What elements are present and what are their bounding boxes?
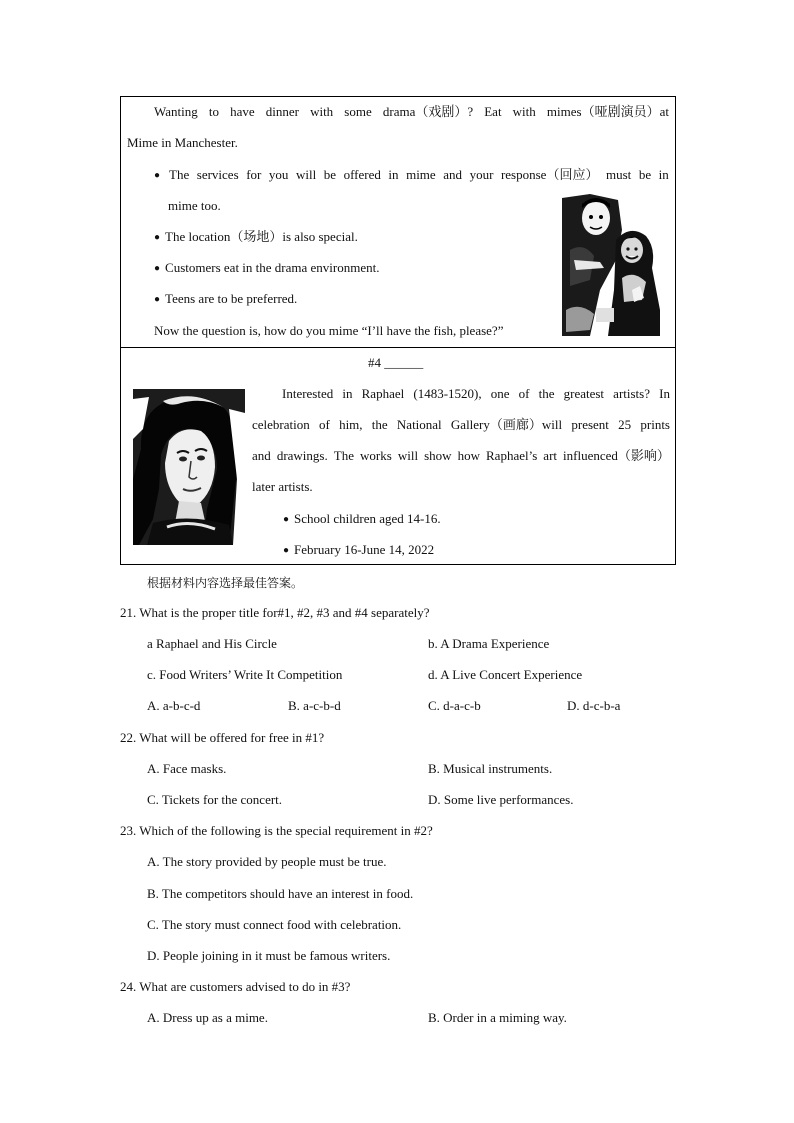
passage-4-line-1 [282, 386, 670, 402]
q21-option-a: A. a-b-c-d [147, 698, 201, 713]
q21-item-d: d. A Live Concert Experience [428, 667, 583, 682]
passage-3-bullet-1-marker [154, 167, 165, 185]
q22-option-b: B. Musical instruments. [428, 761, 553, 776]
passage-3-intro-line-2: Mime in Manchester. [127, 135, 238, 150]
raphael-portrait [133, 389, 245, 545]
word: works [360, 448, 392, 463]
passage-4-bullet-1 [283, 511, 441, 529]
word: and [443, 167, 463, 182]
word: drama（戏剧）? [382, 104, 474, 119]
word: show [424, 448, 452, 463]
word: have [230, 104, 255, 119]
passage-4-heading: #4 ______ [368, 355, 424, 370]
passage-3-bullet-1-line-1 [169, 167, 669, 183]
word: in [342, 386, 353, 401]
passage-4-line-4: later artists. [252, 479, 313, 494]
word: drawings. [276, 448, 328, 463]
instruction-text: 根据材料内容选择最佳答案。 [147, 576, 304, 590]
q24-stem: 24. What are customers advised to do in #3? [120, 979, 351, 994]
word: mime [406, 167, 436, 182]
q21-option-b: B. a-c-b-d [288, 698, 341, 713]
word: mimes（哑剧演员）at [546, 104, 669, 119]
q24-option-a: A. Dress up as a mime. [147, 1010, 268, 1025]
passage-4-line-2 [252, 417, 670, 433]
passage-3-bullet-1-line-2: mime too. [168, 198, 221, 213]
word: Gallery（画廊）will [450, 417, 563, 432]
passage-4-bullet-1-text: School children aged 14-16. [294, 511, 441, 526]
word: Interested [282, 386, 334, 401]
word: Raphael’s [486, 448, 538, 463]
word: art [543, 448, 558, 463]
word: celebration [252, 417, 310, 432]
passage-3-bullet-4-text: Teens are to be preferred. [165, 291, 298, 306]
passage-3-bullet-3 [154, 260, 380, 278]
passage-3-bullet-2-text: The location（场地）is also special. [165, 229, 358, 244]
passage-3-bullet-3-text: Customers eat in the drama environment. [165, 260, 380, 275]
word: services [196, 167, 239, 182]
word: prints [640, 417, 670, 432]
q21-item-c: c. Food Writers’ Write It Competition [147, 667, 343, 682]
q23-option-b: B. The competitors should have an interest in food. [147, 886, 414, 901]
word: be [323, 167, 337, 182]
q21-item-a: a Raphael and His Circle [147, 636, 277, 651]
word: in [658, 167, 669, 182]
word: of [518, 386, 530, 401]
q21-option-d: D. d-c-b-a [567, 698, 621, 713]
word: dinner [265, 104, 299, 119]
passage-3-bullet-2 [154, 229, 358, 247]
word: National [396, 417, 442, 432]
passage-3-bullet-4 [154, 291, 297, 309]
word: for [246, 167, 262, 182]
word: artists? [613, 386, 650, 401]
word: one [490, 386, 510, 401]
word: Raphael [361, 386, 405, 401]
word: some [344, 104, 372, 119]
word: The [333, 448, 354, 463]
q22-option-a: A. Face masks. [147, 761, 227, 776]
word: your [469, 167, 494, 182]
word: of [318, 417, 330, 432]
q23-stem: 23. Which of the following is the special requirement in #2? [120, 823, 433, 838]
word: influenced（影响） [563, 448, 670, 463]
word: Eat [484, 104, 502, 119]
passage-3-intro-line-1 [154, 104, 669, 120]
word: with [512, 104, 536, 119]
word: response（回应） [500, 167, 599, 182]
q23-option-d: D. People joining in it must be famous writers. [147, 948, 391, 963]
word: will [295, 167, 317, 182]
q21-option-c: C. d-a-c-b [428, 698, 481, 713]
word: must [606, 167, 632, 182]
word: present [571, 417, 609, 432]
word: Wanting [154, 104, 198, 119]
word: 25 [618, 417, 632, 432]
word: with [310, 104, 334, 119]
word: will [397, 448, 419, 463]
passage-3-closing: Now the question is, how do you mime “I’ll have the fish, please?” [154, 323, 504, 338]
word: the [371, 417, 388, 432]
word: offered [343, 167, 381, 182]
q23-option-a: A. The story provided by people must be true. [147, 854, 387, 869]
word: you [268, 167, 289, 182]
word: to [208, 104, 219, 119]
passage-4-line-3 [252, 448, 670, 464]
q22-stem: 22. What will be offered for free in #1? [120, 730, 325, 745]
word: (1483-1520), [413, 386, 482, 401]
word: greatest [563, 386, 605, 401]
word: the [538, 386, 555, 401]
passage-4-bullet-2-text: February 16-June 14, 2022 [294, 542, 435, 557]
q22-option-d: D. Some live performances. [428, 792, 574, 807]
word: be [638, 167, 652, 182]
q22-option-c: C. Tickets for the concert. [147, 792, 283, 807]
q21-item-b: b. A Drama Experience [428, 636, 550, 651]
mime-diners-photo [560, 190, 662, 336]
word: him, [339, 417, 363, 432]
word: and [252, 448, 271, 463]
word: In [659, 386, 670, 401]
q23-option-c: C. The story must connect food with celebration. [147, 917, 402, 932]
word: in [388, 167, 399, 182]
word: The [169, 167, 190, 182]
q21-stem: 21. What is the proper title for#1, #2, #3 and #4 separately? [120, 605, 430, 620]
passage-4-bullet-2 [283, 542, 434, 560]
q24-option-b: B. Order in a miming way. [428, 1010, 567, 1025]
word: how [457, 448, 480, 463]
